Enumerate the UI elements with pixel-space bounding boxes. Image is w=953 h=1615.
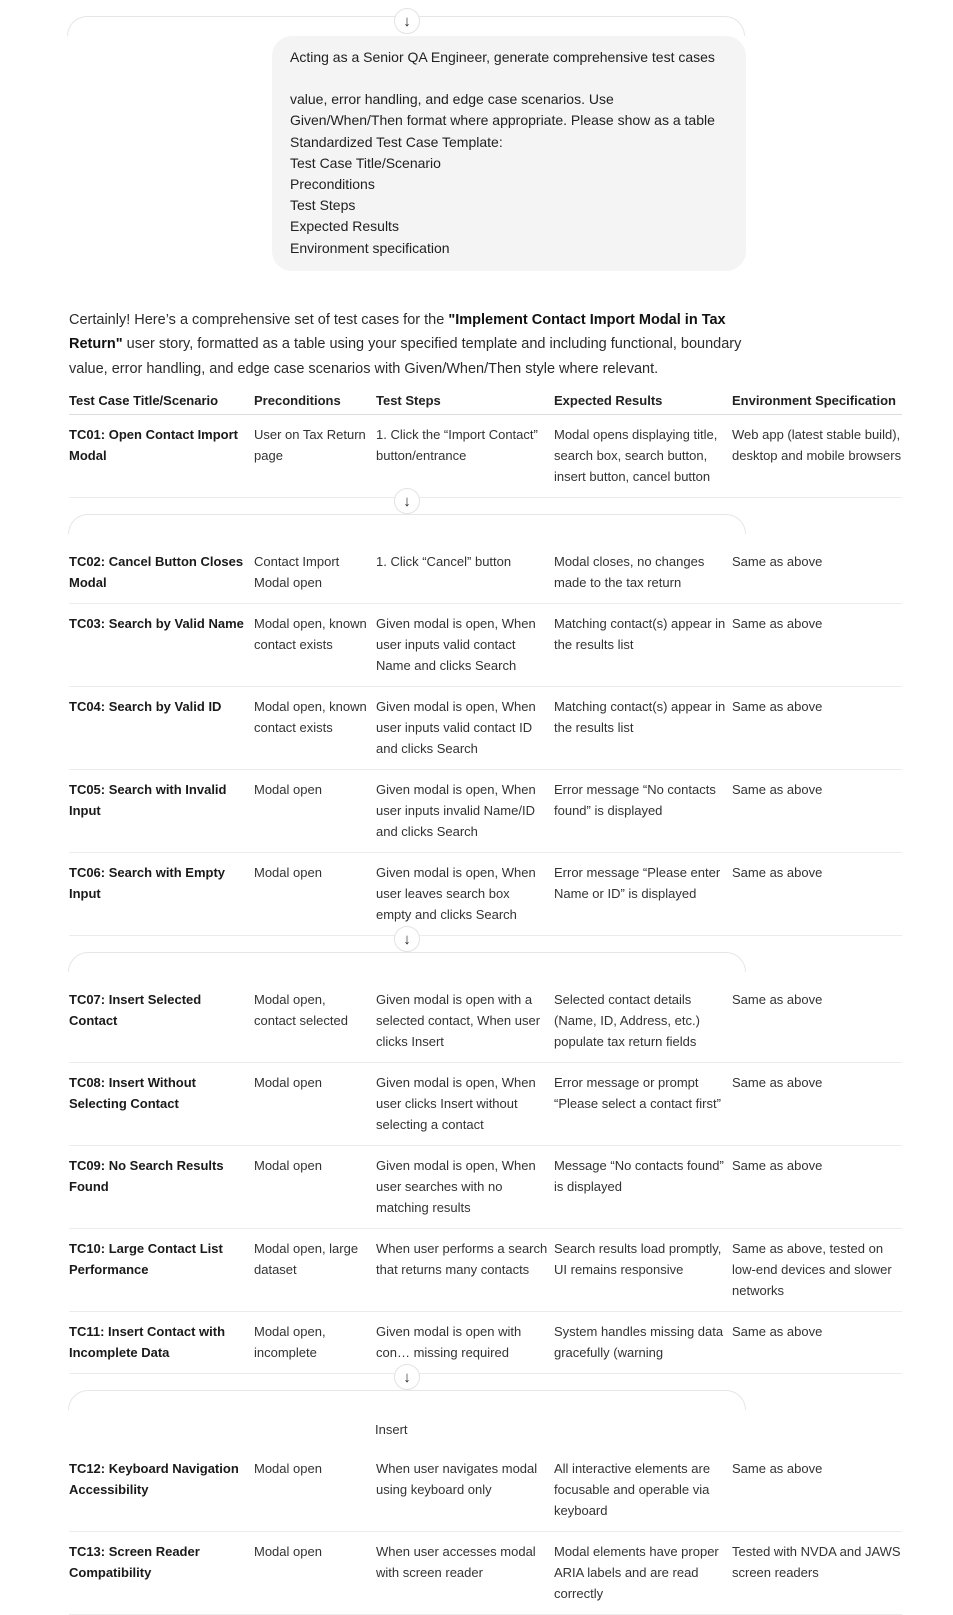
environment-cell: Same as above [732,554,823,570]
expected-results-cell: Error message or prompt “Please select a contact first” [554,1075,721,1112]
expected-results-cell: Error message “Please enter Name or ID” is displayed [554,865,721,902]
preconditions-cell: Modal open [254,1544,322,1560]
user-message-line: Standardized Test Case Template: [290,133,503,150]
table-row [69,415,902,498]
environment-cell: Same as above [732,1158,823,1174]
table-header [69,389,902,415]
test-case-title: TC06: Search with Empty Input [69,865,226,902]
preconditions-cell: Modal open [254,1158,322,1174]
preconditions-cell: Modal open [254,865,322,881]
header-expected: Expected Results [554,393,663,409]
environment-cell: Same as above [732,1461,823,1477]
user-message-line: Preconditions [290,176,375,193]
table-row [69,1449,902,1532]
composer-overlay[interactable] [68,514,746,534]
preconditions-cell: Modal open, contact selected [254,992,348,1029]
intro-story-title: "Implement Contact Import Modal in Tax Return" [69,311,726,353]
environment-cell: Same as above [732,1075,823,1091]
test-case-title: TC03: Search by Valid Name [69,616,244,632]
table-body [69,415,902,1615]
expected-results-cell: Modal closes, no changes made to the tax return [554,554,705,591]
environment-cell: Same as above [732,699,823,715]
expected-results-cell: Selected contact details (Name, ID, Address, etc.) populate tax return fields [554,992,700,1050]
test-steps-cell: Given modal is open, When user searches with no matching results [376,1158,536,1216]
user-message-line: Expected Results [290,218,399,235]
test-steps-cell: When user navigates modal using keyboard only [376,1461,538,1498]
scroll-down-button[interactable] [394,1364,420,1390]
intro-prefix: Certainly! Here’s a comprehensive set of test cases for the [69,311,449,328]
expected-results-cell: Message “No contacts found” is displayed [554,1158,724,1195]
expected-results-cell: Modal opens displaying title, search box, search button, insert button, cancel button [554,427,718,485]
expected-results-cell: Modal elements have proper ARIA labels and are read correctly [554,1544,719,1602]
environment-cell: Web app (latest stable build), desktop and mobile browsers [732,427,902,464]
header-title: Test Case Title/Scenario [69,393,219,409]
test-steps-cell: Given modal is open with a selected contact, When user clicks Insert [376,992,541,1050]
test-steps-cell: Given modal is open with con… missing required [376,1324,522,1361]
test-steps-cell: Given modal is open, When user leaves search box empty and clicks Search [376,865,536,923]
composer-slot [69,930,902,978]
table-row [69,1312,902,1374]
scroll-down-button[interactable] [394,926,420,952]
test-case-title: TC11: Insert Contact with Incomplete Data [69,1324,226,1361]
environment-cell: Same as above [732,616,823,632]
insert-text-fragment: Insert [375,1422,408,1438]
test-case-title: TC10: Large Contact List Performance [69,1241,223,1278]
preconditions-cell: Contact Import Modal open [254,554,340,591]
test-case-title: TC09: No Search Results Found [69,1158,224,1195]
test-steps-cell: 1. Click the “Import Contact” button/entrance [376,427,538,464]
user-message-line: Environment specification [290,239,450,256]
test-case-title: TC02: Cancel Button Closes Modal [69,554,244,591]
preconditions-cell: Modal open [254,782,322,798]
header-preconditions: Preconditions [254,393,341,409]
user-message-line: Given/When/Then format where appropriate. Please show as a table [290,112,715,129]
table-row [69,853,902,936]
scroll-down-button[interactable] [394,8,420,34]
intro-suffix: user story, formatted as a table using your specified template and including functional, boundary value, error handling, and edge case scenarios with Given/When/Then style where relevant. [69,336,742,377]
preconditions-cell: User on Tax Return page [254,427,366,464]
environment-cell: Same as above [732,782,823,798]
arrow-down-icon: ↓ [403,492,411,510]
test-steps-cell: Given modal is open, When user inputs valid contact ID and clicks Search [376,699,536,757]
environment-cell: Same as above [732,1324,823,1340]
test-case-title: TC12: Keyboard Navigation Accessibility [69,1461,239,1498]
preconditions-cell: Modal open [254,1075,322,1091]
user-message-line: value, error handling, and edge case scenarios. Use [290,91,614,108]
assistant-intro [69,308,759,382]
arrow-down-icon: ↓ [403,1368,411,1386]
user-message-line: Test Case Title/Scenario [290,154,441,171]
environment-cell: Same as above [732,865,823,881]
table-row [69,770,902,853]
preconditions-cell: Modal open, known contact exists [254,616,367,653]
header-environment: Environment Specification [732,393,896,409]
table-row [69,980,902,1063]
test-case-title: TC01: Open Contact Import Modal [69,427,239,464]
test-steps-cell: Given modal is open, When user inputs valid contact Name and clicks Search [376,616,536,674]
header-steps: Test Steps [376,393,441,409]
user-message-line: Acting as a Senior QA Engineer, generate comprehensive test cases [290,49,715,65]
composer-slot [69,492,902,540]
expected-results-cell: All interactive elements are focusable and operable via keyboard [554,1461,711,1519]
table-row [69,542,902,604]
environment-cell: Same as above [732,992,823,1008]
expected-results-cell: Matching contact(s) appear in the results list [554,616,726,653]
environment-cell: Tested with NVDA and JAWS screen readers [732,1544,901,1581]
composer-slot [69,1368,902,1416]
preconditions-cell: Modal open, large dataset [254,1241,359,1278]
test-case-title: TC13: Screen Reader Compatibility [69,1544,200,1581]
test-case-title: TC04: Search by Valid ID [69,699,222,715]
preconditions-cell: Modal open, incomplete [254,1324,326,1361]
test-steps-cell: When user accesses modal with screen reader [376,1544,536,1581]
test-steps-cell: Given modal is open, When user inputs invalid Name/ID and clicks Search [376,782,536,840]
expected-results-cell: Search results load promptly, UI remains responsive [554,1241,722,1278]
expected-results-cell: System handles missing data gracefully (warning [554,1324,724,1361]
test-case-table [69,389,902,1615]
table-row [69,1229,902,1312]
table-row [69,1146,902,1229]
environment-cell: Same as above, tested on low-end devices and slower networks [732,1241,892,1299]
user-message-line: Test Steps [290,197,356,214]
preconditions-cell: Modal open [254,1461,322,1477]
scroll-down-button[interactable] [394,488,420,514]
expected-results-cell: Matching contact(s) appear in the results list [554,699,726,736]
arrow-down-icon: ↓ [403,930,411,948]
preconditions-cell: Modal open, known contact exists [254,699,367,736]
user-message-bubble [272,36,746,271]
test-steps-cell: Given modal is open, When user clicks Insert without selecting a contact [376,1075,536,1133]
expected-results-cell: Error message “No contacts found” is displayed [554,782,716,819]
test-steps-cell: 1. Click “Cancel” button [376,554,512,570]
table-row [69,1063,902,1146]
table-row [69,604,902,687]
table-row [69,1532,902,1615]
composer-slot [68,6,746,36]
test-case-title: TC08: Insert Without Selecting Contact [69,1075,196,1112]
test-steps-cell: When user performs a search that returns many contacts [376,1241,548,1278]
test-case-title: TC05: Search with Invalid Input [69,782,227,819]
arrow-down-icon: ↓ [403,12,411,30]
test-case-title: TC07: Insert Selected Contact [69,992,202,1029]
composer-overlay[interactable] [68,952,746,972]
composer-overlay[interactable] [68,1390,746,1410]
table-row [69,687,902,770]
